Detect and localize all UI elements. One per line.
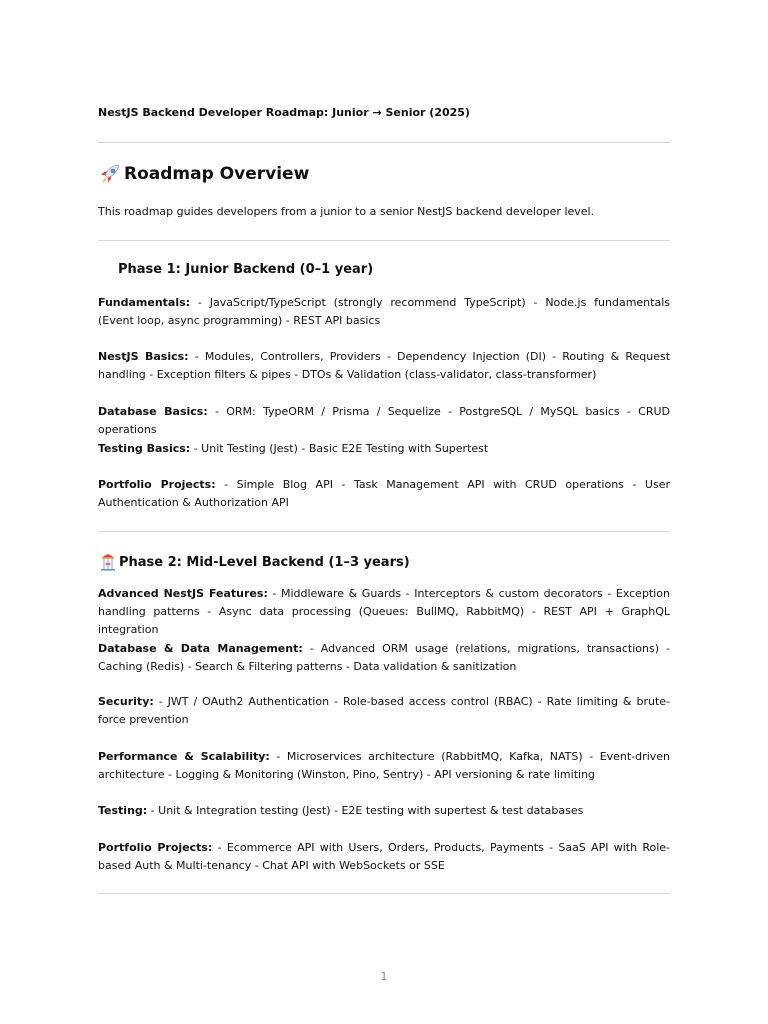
item-label: Fundamentals: bbox=[98, 296, 191, 309]
divider bbox=[98, 531, 670, 532]
item-label: NestJS Basics: bbox=[98, 350, 189, 363]
item-text: - Modules, Controllers, Providers - Dependency Injection (DI) - Routing & Request handling - Exception filters & pipes - DTOs & Validation (class-validator, class-transformer) bbox=[98, 350, 671, 381]
divider bbox=[98, 142, 670, 143]
item-label: Portfolio Projects: bbox=[98, 841, 213, 854]
carousel-icon bbox=[98, 552, 118, 572]
phase2-security bbox=[98, 693, 670, 729]
phase2-database-data-management bbox=[98, 640, 670, 676]
phase2-performance-scalability bbox=[98, 748, 670, 784]
item-text: - Unit Testing (Jest) - Basic E2E Testing with Supertest bbox=[190, 442, 489, 455]
phase2-heading-text: Phase 2: Mid-Level Backend (1–3 years) bbox=[119, 554, 410, 570]
item-label: Portfolio Projects: bbox=[98, 478, 216, 491]
item-label: Database & Data Management: bbox=[98, 642, 303, 655]
overview-heading-text: Roadmap Overview bbox=[124, 164, 310, 184]
item-text: - Unit & Integration testing (Jest) - E2E testing with supertest & test databases bbox=[147, 804, 584, 817]
rocket-icon bbox=[98, 162, 122, 186]
item-text: - Advanced ORM usage (relations, migrations, transactions) - Caching (Redis) - Search & Filtering patterns - Data validation & sanitization bbox=[98, 642, 670, 673]
phase1-heading: Phase 1: Junior Backend (0–1 year) bbox=[118, 262, 374, 277]
item-label: Advanced NestJS Features: bbox=[98, 587, 268, 600]
item-text: - Simple Blog API - Task Management API with CRUD operations - User Authentication & Authorization API bbox=[98, 478, 671, 509]
phase1-database-basics bbox=[98, 403, 670, 439]
item-text: - Ecommerce API with Users, Orders, Products, Payments - SaaS API with Role-based Auth & Multi-tenancy - Chat API with WebSockets or SSE bbox=[98, 841, 670, 872]
phase2-portfolio-projects bbox=[98, 839, 670, 875]
overview-heading bbox=[98, 162, 309, 186]
item-text: - JavaScript/TypeScript (strongly recommend TypeScript) - Node.js fundamentals (Event loop, async programming) - REST API basics bbox=[98, 296, 670, 327]
item-text: - JWT / OAuth2 Authentication - Role-based access control (RBAC) - Rate limiting & brute-force prevention bbox=[98, 695, 670, 726]
divider bbox=[98, 240, 670, 241]
document-title: NestJS Backend Developer Roadmap: Junior → Senior (2025) bbox=[98, 106, 470, 119]
item-text: - ORM: TypeORM / Prisma / Sequelize - PostgreSQL / MySQL basics - CRUD operations bbox=[98, 405, 670, 436]
page-number: 1 bbox=[380, 970, 388, 983]
item-label: Testing: bbox=[98, 804, 148, 817]
item-text: - Microservices architecture (RabbitMQ, Kafka, NATS) - Event-driven architecture - Logging & Monitoring (Winston, Pino, Sentry) - API versioning & rate limiting bbox=[98, 750, 670, 781]
phase2-heading bbox=[98, 552, 410, 572]
divider bbox=[98, 893, 670, 894]
item-label: Performance & Scalability: bbox=[98, 750, 270, 763]
phase1-portfolio-projects bbox=[98, 476, 670, 512]
phase1-fundamentals bbox=[98, 294, 670, 330]
item-text: - Middleware & Guards - Interceptors & custom decorators - Exception handling patterns - Async data processing (Queues: BullMQ, RabbitMQ) - REST API + GraphQL integration bbox=[98, 587, 671, 636]
overview-intro: This roadmap guides developers from a junior to a senior NestJS backend developer level. bbox=[98, 205, 595, 218]
phase1-nestjs-basics bbox=[98, 348, 670, 384]
item-label: Security: bbox=[98, 695, 154, 708]
phase2-advanced-nestjs bbox=[98, 585, 670, 639]
phase2-testing bbox=[98, 802, 670, 820]
item-label: Database Basics: bbox=[98, 405, 208, 418]
item-label: Testing Basics: bbox=[98, 442, 191, 455]
phase1-testing-basics bbox=[98, 440, 670, 458]
